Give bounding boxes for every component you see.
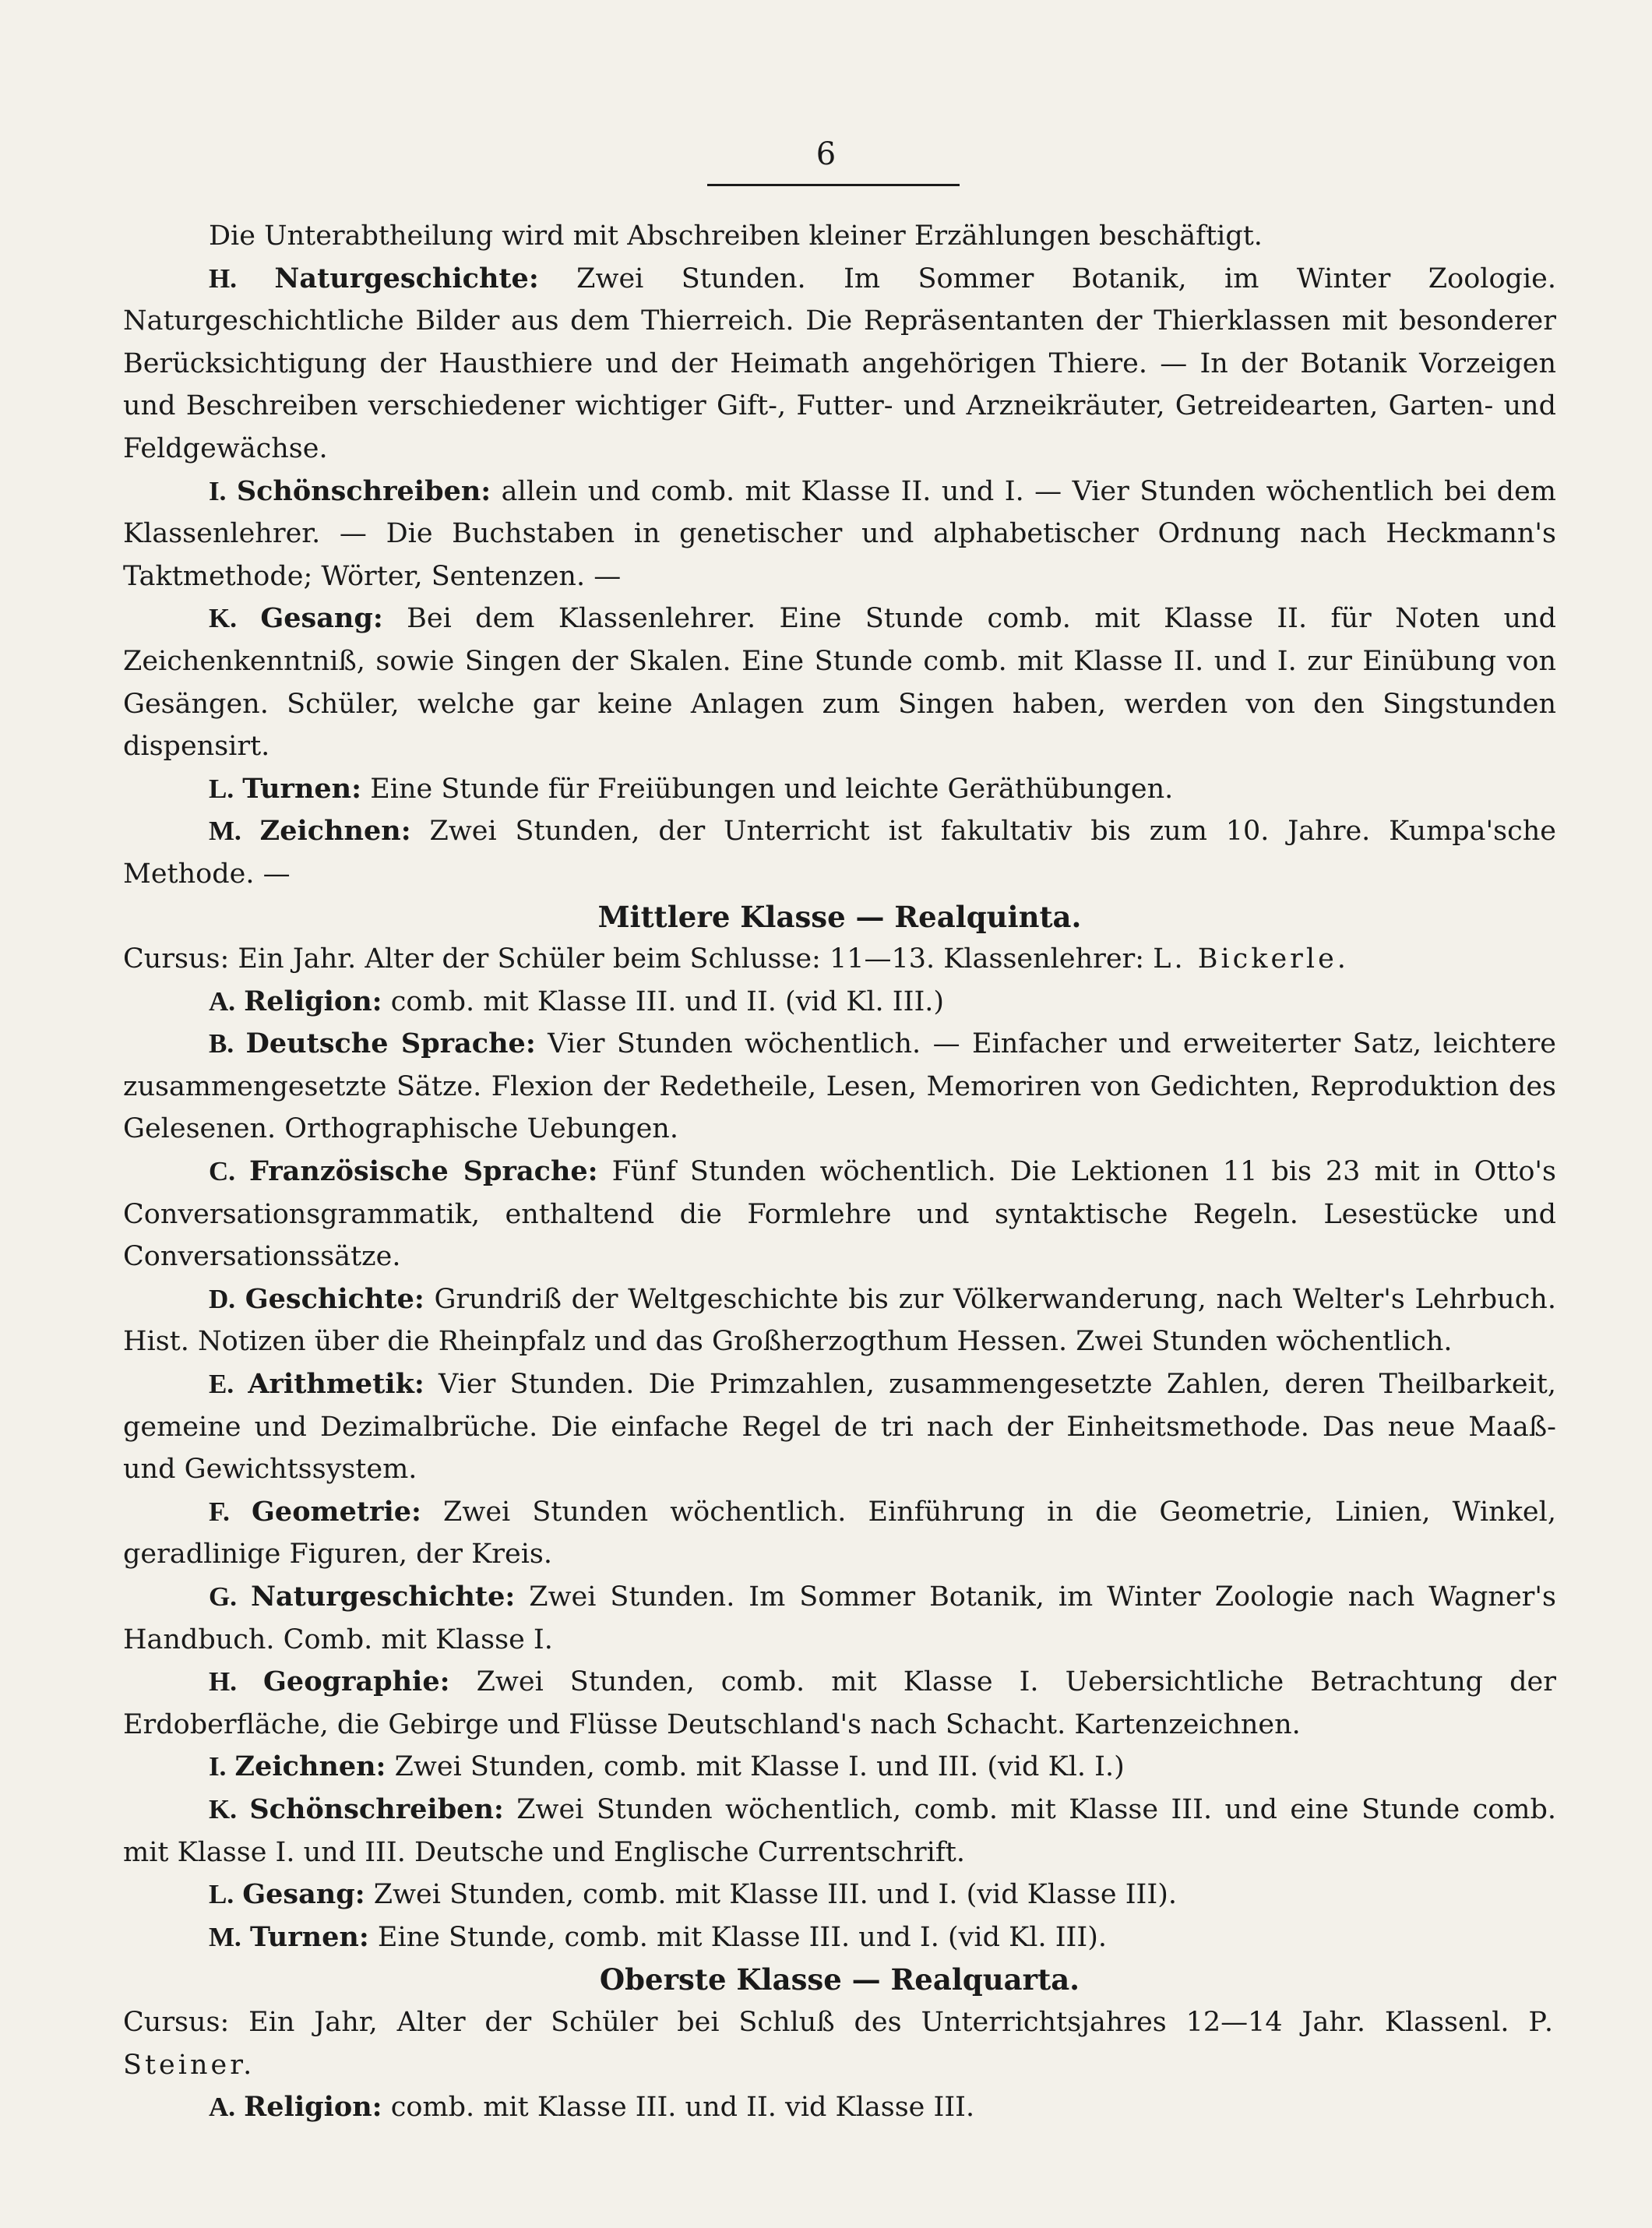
section-arithmetik: [123, 1363, 1556, 1491]
cursus-text: Cursus: Ein Jahr. Alter der Schüler beim Schlusse: 11—13. Klassenlehrer:: [123, 943, 1145, 975]
section-text: Eine Stunde für Freiübungen und leichte Geräthübungen.: [370, 773, 1174, 805]
section-subject: Naturgeschichte:: [274, 262, 539, 294]
cursus-text: Cursus: Ein Jahr, Alter der Schüler bei Schluß des Unterrichtsjahres 12—14 Jahr. Klassenl.: [123, 2006, 1509, 2038]
intro-paragraph: Die Unterabtheilung wird mit Abschreiben kleiner Erzählungen beschäftigt.: [209, 220, 1263, 252]
section-subject: Geometrie:: [252, 1495, 421, 1528]
section-subject: Gesang:: [242, 1878, 365, 1911]
section-text: Zwei Stunden. Im Sommer Botanik, im Winter Zoologie nach Wagner's Handbuch. Comb. mit Klasse I.: [123, 1581, 1556, 1655]
class-teacher: L. Bickerle.: [1153, 943, 1349, 975]
section-letter: L.: [209, 773, 234, 804]
section-geographie: [123, 1661, 1556, 1746]
section-turnen: [123, 1916, 1556, 1959]
section-text: Grundriß der Weltgeschichte bis zur Völkerwanderung, nach Welter's Lehrbuch. Hist. Notizen über die Rheinpfalz und das Großherzogthum Hessen. Zwei Stunden wöchentlich.: [123, 1283, 1556, 1358]
section-letter: H.: [209, 263, 237, 294]
section-text: Zwei Stunden, der Unterricht ist fakultativ bis zum 10. Jahre. Kumpa'sche Methode. —: [123, 816, 1556, 890]
section-text: Fünf Stunden wöchentlich. Die Lektionen 11 bis 23 mit in Otto's Conversationsgrammatik, enthaltend die Formlehre und syntaktische Regeln. Lesestücke und Conversationssätze.: [123, 1156, 1556, 1273]
section-subject: Naturgeschichte:: [250, 1581, 516, 1613]
section-subject: Geschichte:: [245, 1282, 424, 1315]
section-letter: M.: [209, 1921, 241, 1952]
section-subject: Religion:: [244, 985, 382, 1017]
cursus-mittlere: [123, 938, 1556, 981]
section-text: Eine Stunde, comb. mit Klasse III. und I. (vid Kl. III).: [377, 1921, 1107, 1953]
cursus-oberste: [123, 2001, 1556, 2086]
section-subject: Geographie:: [263, 1666, 450, 1698]
section-text: Zwei Stunden, comb. mit Klasse III. und I. (vid Klasse III).: [373, 1879, 1177, 1911]
section-deutsche-sprache: [123, 1023, 1556, 1151]
section-subject: Deutsche Sprache:: [245, 1028, 536, 1060]
section-schoenschreiben: [123, 1789, 1556, 1874]
section-letter: L.: [209, 1879, 234, 1910]
section-letter: F.: [209, 1496, 230, 1527]
section-text: Vier Stunden wöchentlich. — Einfacher und erweiterter Satz, leichtere zusammengesetzte Sätze. Flexion der Redetheile, Lesen, Memoriren von Gedichten, Reproduktion des Gelesenen. Orthographische Uebungen.: [123, 1028, 1556, 1145]
section-text: Bei dem Klassenlehrer. Eine Stunde comb. mit Klasse II. für Noten und Zeichenkenntniß, sowie Singen der Skalen. Eine Stunde comb. mit Klasse II. und I. zur Einübung von Gesängen. Schüler, welche gar keine Anlagen zum Singen haben, werden von den Singstunden dispensirt.: [123, 603, 1556, 763]
section-text: Zwei Stunden, comb. mit Klasse I. Uebersichtliche Betrachtung der Erdoberfläche, die Gebirge und Flüsse Deutschland's nach Schacht. Kartenzeichnen.: [123, 1666, 1556, 1740]
section-subject: Zeichnen:: [259, 815, 411, 848]
section-subject: Schönschreiben:: [236, 474, 491, 507]
section-subject: Gesang:: [260, 602, 383, 635]
page-number: 6: [815, 136, 837, 172]
section-subject: Turnen:: [242, 772, 362, 805]
section-subject: Religion:: [244, 2091, 382, 2124]
heading-mittlere-klasse: Mittlere Klasse — Realquinta.: [597, 899, 1082, 934]
section-turnen-lower: [123, 768, 1556, 811]
section-religion: [123, 981, 1556, 1024]
section-letter: G.: [209, 1581, 237, 1612]
section-zeichnen-lower: [123, 810, 1556, 895]
section-letter: M.: [209, 816, 241, 847]
section-letter: A.: [209, 985, 236, 1017]
section-text: allein und comb. mit Klasse II. und I. — Vier Stunden wöchentlich bei dem Klassenlehrer. — Die Buchstaben in genetischer und alphabetischer Ordnung nach Heckmann's Taktmethode; Wörter, Sentenzen. —: [123, 475, 1556, 592]
section-text: Zwei Stunden. Im Sommer Botanik, im Winter Zoologie. Naturgeschichtliche Bilder aus dem Thierreich. Die Repräsentanten der Thierklassen mit besonderer Berücksichtigung der Hausthiere und der Heimath angehörigen Thiere. — In der Botanik Vorzeigen und Beschreiben verschiedener wichtiger Gift-, Futter- und Arzneikräuter, Getreidearten, Garten- und Feldgewächse.: [123, 263, 1556, 464]
heading-oberste-klasse: Oberste Klasse — Realquarta.: [599, 1962, 1080, 1997]
section-letter: E.: [209, 1369, 234, 1400]
section-letter: A.: [209, 2092, 236, 2123]
section-religion-oberste: [123, 2086, 1556, 2129]
section-geometrie: [123, 1491, 1556, 1576]
section-naturgeschichte: [123, 1576, 1556, 1661]
section-subject: Zeichnen:: [234, 1750, 386, 1783]
section-zeichnen: [123, 1746, 1556, 1789]
section-text: Zwei Stunden, comb. mit Klasse I. und III. (vid Kl. I.): [394, 1751, 1125, 1783]
section-naturgeschichte-lower: [123, 258, 1556, 471]
section-text: Zwei Stunden wöchentlich, comb. mit Klasse III. und eine Stunde comb. mit Klasse I. und III. Deutsche und Englische Currentschrift.: [123, 1793, 1556, 1868]
section-subject: Arithmetik:: [248, 1368, 424, 1401]
section-letter: K.: [209, 1793, 237, 1824]
section-letter: H.: [209, 1666, 237, 1697]
class-teacher: P. Steiner.: [123, 2006, 1556, 2081]
section-text: comb. mit Klasse III. und II. vid Klasse III.: [390, 2092, 975, 2124]
section-subject: Französische Sprache:: [249, 1155, 598, 1188]
section-gesang-lower: [123, 598, 1556, 767]
section-subject: Schönschreiben:: [249, 1793, 504, 1825]
section-text: comb. mit Klasse III. und II. (vid Kl. III.): [390, 985, 945, 1017]
section-geschichte: [123, 1278, 1556, 1363]
section-letter: D.: [209, 1283, 236, 1314]
section-subject: Turnen:: [249, 1920, 369, 1953]
section-letter: C.: [209, 1156, 236, 1187]
section-letter: B.: [209, 1028, 234, 1059]
section-franzoesische-sprache: [123, 1151, 1556, 1278]
section-letter: I.: [209, 1751, 227, 1782]
section-schoenschreiben-lower: [123, 471, 1556, 598]
section-letter: I.: [209, 475, 227, 506]
section-letter: K.: [209, 603, 237, 634]
header-rule: [707, 184, 960, 186]
section-gesang: [123, 1874, 1556, 1916]
section-text: Zwei Stunden wöchentlich. Einführung in die Geometrie, Linien, Winkel, geradlinige Figuren, der Kreis.: [123, 1496, 1556, 1571]
body-text: [123, 215, 1556, 2129]
section-text: Vier Stunden. Die Primzahlen, zusammengesetzte Zahlen, deren Theilbarkeit, gemeine und Dezimalbrüche. Die einfache Regel de tri nach der Einheitsmethode. Das neue Maaß- und Gewichtssystem.: [123, 1369, 1556, 1486]
